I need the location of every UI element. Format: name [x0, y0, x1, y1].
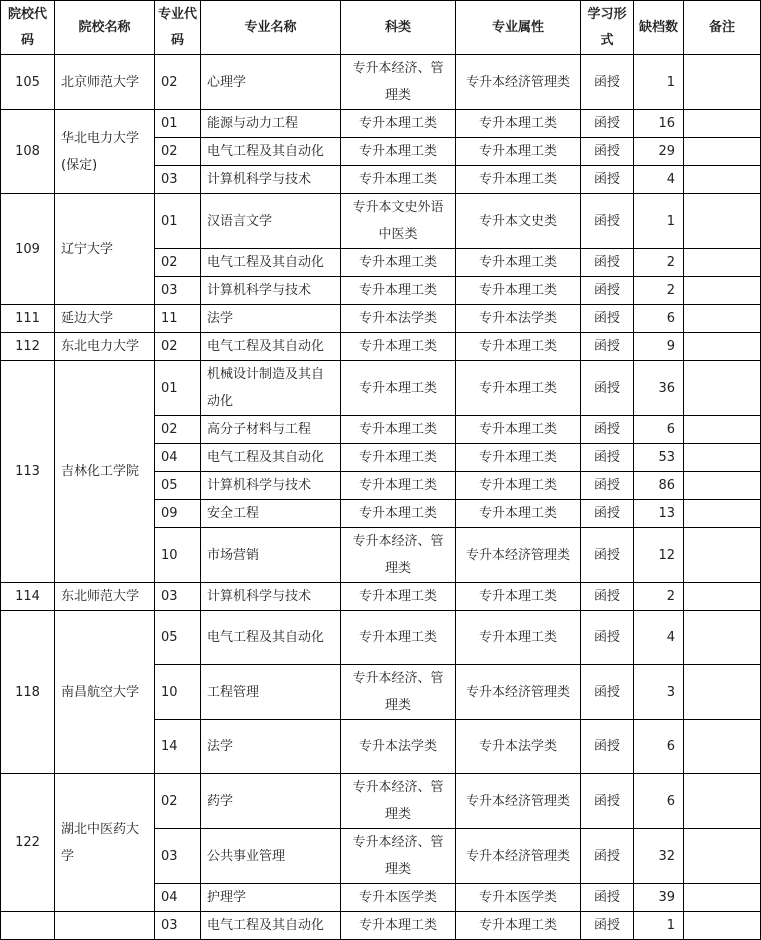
- major-code-cell: 10: [155, 528, 201, 583]
- attribute-cell: 专升本理工类: [456, 166, 581, 194]
- remarks-cell: [684, 333, 761, 361]
- remarks-cell: [684, 277, 761, 305]
- major-code-cell: 10: [155, 665, 201, 720]
- major-name-cell: 电气工程及其自动化: [201, 611, 341, 665]
- category-cell: 专升本理工类: [341, 416, 456, 444]
- category-cell: 专升本经济、管理类: [341, 774, 456, 829]
- attribute-cell: 专升本理工类: [456, 361, 581, 416]
- category-cell: 专升本经济、管理类: [341, 528, 456, 583]
- category-cell: 专升本经济、管理类: [341, 665, 456, 720]
- attribute-cell: 专升本经济管理类: [456, 774, 581, 829]
- attribute-cell: 专升本理工类: [456, 333, 581, 361]
- major-name-cell: 药学: [201, 774, 341, 829]
- category-cell: 专升本理工类: [341, 166, 456, 194]
- major-name-cell: 能源与动力工程: [201, 110, 341, 138]
- table-row: [1, 912, 761, 940]
- remarks-cell: [684, 720, 761, 774]
- attribute-cell: 专升本理工类: [456, 416, 581, 444]
- remarks-cell: [684, 305, 761, 333]
- major-code-cell: 03: [155, 829, 201, 884]
- attribute-cell: 专升本理工类: [456, 583, 581, 611]
- table-row: [1, 55, 761, 110]
- study-form-cell: 函授: [581, 611, 634, 665]
- remarks-cell: [684, 884, 761, 912]
- remarks-cell: [684, 110, 761, 138]
- vacancy-count-cell: 2: [634, 583, 684, 611]
- school-code-cell: 114: [1, 583, 55, 611]
- major-code-cell: 03: [155, 277, 201, 305]
- major-name-cell: 机械设计制造及其自动化: [201, 361, 341, 416]
- attribute-cell: 专升本法学类: [456, 305, 581, 333]
- major-code-cell: 02: [155, 774, 201, 829]
- major-name-cell: 工程管理: [201, 665, 341, 720]
- major-code-cell: 11: [155, 305, 201, 333]
- remarks-cell: [684, 194, 761, 249]
- major-code-cell: 05: [155, 472, 201, 500]
- study-form-cell: 函授: [581, 500, 634, 528]
- school-name-cell: 吉林化工学院: [55, 361, 155, 583]
- major-name-cell: 电气工程及其自动化: [201, 444, 341, 472]
- school-name-cell: 湖北中医药大学: [55, 774, 155, 912]
- header-school-code: 院校代码: [1, 1, 55, 55]
- category-cell: 专升本理工类: [341, 583, 456, 611]
- school-code-cell: 111: [1, 305, 55, 333]
- vacancy-count-cell: 39: [634, 884, 684, 912]
- remarks-cell: [684, 138, 761, 166]
- study-form-cell: 函授: [581, 166, 634, 194]
- major-name-cell: 电气工程及其自动化: [201, 249, 341, 277]
- major-name-cell: 计算机科学与技术: [201, 277, 341, 305]
- remarks-cell: [684, 416, 761, 444]
- remarks-cell: [684, 829, 761, 884]
- school-name-cell: 东北师范大学: [55, 583, 155, 611]
- school-code-cell: 122: [1, 774, 55, 912]
- study-form-cell: 函授: [581, 774, 634, 829]
- major-code-cell: 02: [155, 249, 201, 277]
- major-code-cell: 02: [155, 138, 201, 166]
- major-name-cell: 高分子材料与工程: [201, 416, 341, 444]
- school-code-cell: [1, 912, 55, 940]
- school-name-cell: 辽宁大学: [55, 194, 155, 305]
- major-name-cell: 护理学: [201, 884, 341, 912]
- vacancy-count-cell: 6: [634, 720, 684, 774]
- major-code-cell: 02: [155, 416, 201, 444]
- study-form-cell: 函授: [581, 416, 634, 444]
- category-cell: 专升本文史外语中医类: [341, 194, 456, 249]
- header-row: [1, 1, 761, 55]
- category-cell: 专升本法学类: [341, 305, 456, 333]
- remarks-cell: [684, 361, 761, 416]
- remarks-cell: [684, 665, 761, 720]
- study-form-cell: 函授: [581, 249, 634, 277]
- vacancy-count-cell: 4: [634, 611, 684, 665]
- attribute-cell: 专升本理工类: [456, 611, 581, 665]
- table-row: [1, 611, 761, 665]
- major-name-cell: 市场营销: [201, 528, 341, 583]
- table-row: [1, 583, 761, 611]
- major-code-cell: 01: [155, 110, 201, 138]
- attribute-cell: 专升本理工类: [456, 138, 581, 166]
- category-cell: 专升本理工类: [341, 444, 456, 472]
- study-form-cell: 函授: [581, 528, 634, 583]
- table-row: [1, 774, 761, 829]
- header-study-form: 学习形式: [581, 1, 634, 55]
- study-form-cell: 函授: [581, 277, 634, 305]
- major-name-cell: 电气工程及其自动化: [201, 138, 341, 166]
- major-name-cell: 法学: [201, 305, 341, 333]
- major-code-cell: 01: [155, 194, 201, 249]
- vacancy-count-cell: 1: [634, 55, 684, 110]
- study-form-cell: 函授: [581, 444, 634, 472]
- vacancy-count-cell: 1: [634, 912, 684, 940]
- major-code-cell: 03: [155, 166, 201, 194]
- table-body: [1, 55, 761, 940]
- major-code-cell: 04: [155, 444, 201, 472]
- major-name-cell: 电气工程及其自动化: [201, 333, 341, 361]
- attribute-cell: 专升本理工类: [456, 277, 581, 305]
- table-row: [1, 361, 761, 416]
- vacancy-count-cell: 36: [634, 361, 684, 416]
- remarks-cell: [684, 444, 761, 472]
- school-code-cell: 108: [1, 110, 55, 194]
- category-cell: 专升本理工类: [341, 912, 456, 940]
- header-vacancies: 缺档数: [634, 1, 684, 55]
- table-row: [1, 110, 761, 138]
- category-cell: 专升本经济、管理类: [341, 829, 456, 884]
- category-cell: 专升本理工类: [341, 277, 456, 305]
- attribute-cell: 专升本医学类: [456, 884, 581, 912]
- category-cell: 专升本理工类: [341, 333, 456, 361]
- remarks-cell: [684, 528, 761, 583]
- attribute-cell: 专升本经济管理类: [456, 55, 581, 110]
- school-name-cell: 华北电力大学(保定): [55, 110, 155, 194]
- study-form-cell: 函授: [581, 55, 634, 110]
- attribute-cell: 专升本经济管理类: [456, 829, 581, 884]
- attribute-cell: 专升本理工类: [456, 249, 581, 277]
- remarks-cell: [684, 249, 761, 277]
- major-name-cell: 安全工程: [201, 500, 341, 528]
- vacancy-count-cell: 32: [634, 829, 684, 884]
- study-form-cell: 函授: [581, 305, 634, 333]
- vacancy-count-cell: 2: [634, 249, 684, 277]
- study-form-cell: 函授: [581, 884, 634, 912]
- attribute-cell: 专升本理工类: [456, 110, 581, 138]
- remarks-cell: [684, 55, 761, 110]
- major-name-cell: 法学: [201, 720, 341, 774]
- vacancy-count-cell: 1: [634, 194, 684, 249]
- school-name-cell: 东北电力大学: [55, 333, 155, 361]
- major-code-cell: 14: [155, 720, 201, 774]
- category-cell: 专升本理工类: [341, 138, 456, 166]
- school-name-cell: 延边大学: [55, 305, 155, 333]
- study-form-cell: 函授: [581, 829, 634, 884]
- vacancy-count-cell: 3: [634, 665, 684, 720]
- major-code-cell: 02: [155, 55, 201, 110]
- vacancy-count-cell: 2: [634, 277, 684, 305]
- vacancy-count-cell: 29: [634, 138, 684, 166]
- major-code-cell: 05: [155, 611, 201, 665]
- header-major-code: 专业代码: [155, 1, 201, 55]
- table-row: [1, 333, 761, 361]
- table-row: [1, 194, 761, 249]
- school-code-cell: 118: [1, 611, 55, 774]
- vacancy-count-cell: 12: [634, 528, 684, 583]
- major-name-cell: 计算机科学与技术: [201, 166, 341, 194]
- study-form-cell: 函授: [581, 472, 634, 500]
- header-remarks: 备注: [684, 1, 761, 55]
- remarks-cell: [684, 912, 761, 940]
- school-name-cell: 北京师范大学: [55, 55, 155, 110]
- vacancy-count-cell: 6: [634, 774, 684, 829]
- study-form-cell: 函授: [581, 194, 634, 249]
- category-cell: 专升本理工类: [341, 500, 456, 528]
- category-cell: 专升本医学类: [341, 884, 456, 912]
- header-attribute: 专业属性: [456, 1, 581, 55]
- major-code-cell: 03: [155, 912, 201, 940]
- study-form-cell: 函授: [581, 361, 634, 416]
- major-code-cell: 01: [155, 361, 201, 416]
- remarks-cell: [684, 472, 761, 500]
- attribute-cell: 专升本理工类: [456, 472, 581, 500]
- header-category: 科类: [341, 1, 456, 55]
- category-cell: 专升本理工类: [341, 110, 456, 138]
- major-name-cell: 计算机科学与技术: [201, 583, 341, 611]
- study-form-cell: 函授: [581, 138, 634, 166]
- school-name-cell: 南昌航空大学: [55, 611, 155, 774]
- category-cell: 专升本理工类: [341, 361, 456, 416]
- attribute-cell: 专升本文史类: [456, 194, 581, 249]
- major-name-cell: 电气工程及其自动化: [201, 912, 341, 940]
- remarks-cell: [684, 774, 761, 829]
- attribute-cell: 专升本理工类: [456, 444, 581, 472]
- major-code-cell: 09: [155, 500, 201, 528]
- major-code-cell: 02: [155, 333, 201, 361]
- school-code-cell: 105: [1, 55, 55, 110]
- school-code-cell: 112: [1, 333, 55, 361]
- study-form-cell: 函授: [581, 583, 634, 611]
- major-name-cell: 汉语言文学: [201, 194, 341, 249]
- remarks-cell: [684, 166, 761, 194]
- header-major-name: 专业名称: [201, 1, 341, 55]
- study-form-cell: 函授: [581, 912, 634, 940]
- category-cell: 专升本法学类: [341, 720, 456, 774]
- remarks-cell: [684, 583, 761, 611]
- major-code-cell: 03: [155, 583, 201, 611]
- vacancy-count-cell: 16: [634, 110, 684, 138]
- vacancy-count-cell: 86: [634, 472, 684, 500]
- vacancy-count-cell: 53: [634, 444, 684, 472]
- header-school-name: 院校名称: [55, 1, 155, 55]
- category-cell: 专升本理工类: [341, 611, 456, 665]
- remarks-cell: [684, 611, 761, 665]
- vacancy-count-cell: 9: [634, 333, 684, 361]
- attribute-cell: 专升本理工类: [456, 500, 581, 528]
- study-form-cell: 函授: [581, 665, 634, 720]
- attribute-cell: 专升本理工类: [456, 912, 581, 940]
- study-form-cell: 函授: [581, 333, 634, 361]
- attribute-cell: 专升本法学类: [456, 720, 581, 774]
- study-form-cell: 函授: [581, 720, 634, 774]
- vacancy-count-cell: 4: [634, 166, 684, 194]
- category-cell: 专升本理工类: [341, 249, 456, 277]
- major-name-cell: 公共事业管理: [201, 829, 341, 884]
- school-code-cell: 113: [1, 361, 55, 583]
- vacancy-count-cell: 13: [634, 500, 684, 528]
- category-cell: 专升本理工类: [341, 472, 456, 500]
- remarks-cell: [684, 500, 761, 528]
- table-row: [1, 305, 761, 333]
- major-code-cell: 04: [155, 884, 201, 912]
- vacancy-count-cell: 6: [634, 416, 684, 444]
- attribute-cell: 专升本经济管理类: [456, 665, 581, 720]
- attribute-cell: 专升本经济管理类: [456, 528, 581, 583]
- major-name-cell: 计算机科学与技术: [201, 472, 341, 500]
- category-cell: 专升本经济、管理类: [341, 55, 456, 110]
- major-name-cell: 心理学: [201, 55, 341, 110]
- study-form-cell: 函授: [581, 110, 634, 138]
- vacancy-count-cell: 6: [634, 305, 684, 333]
- school-name-cell: [55, 912, 155, 940]
- school-code-cell: 109: [1, 194, 55, 305]
